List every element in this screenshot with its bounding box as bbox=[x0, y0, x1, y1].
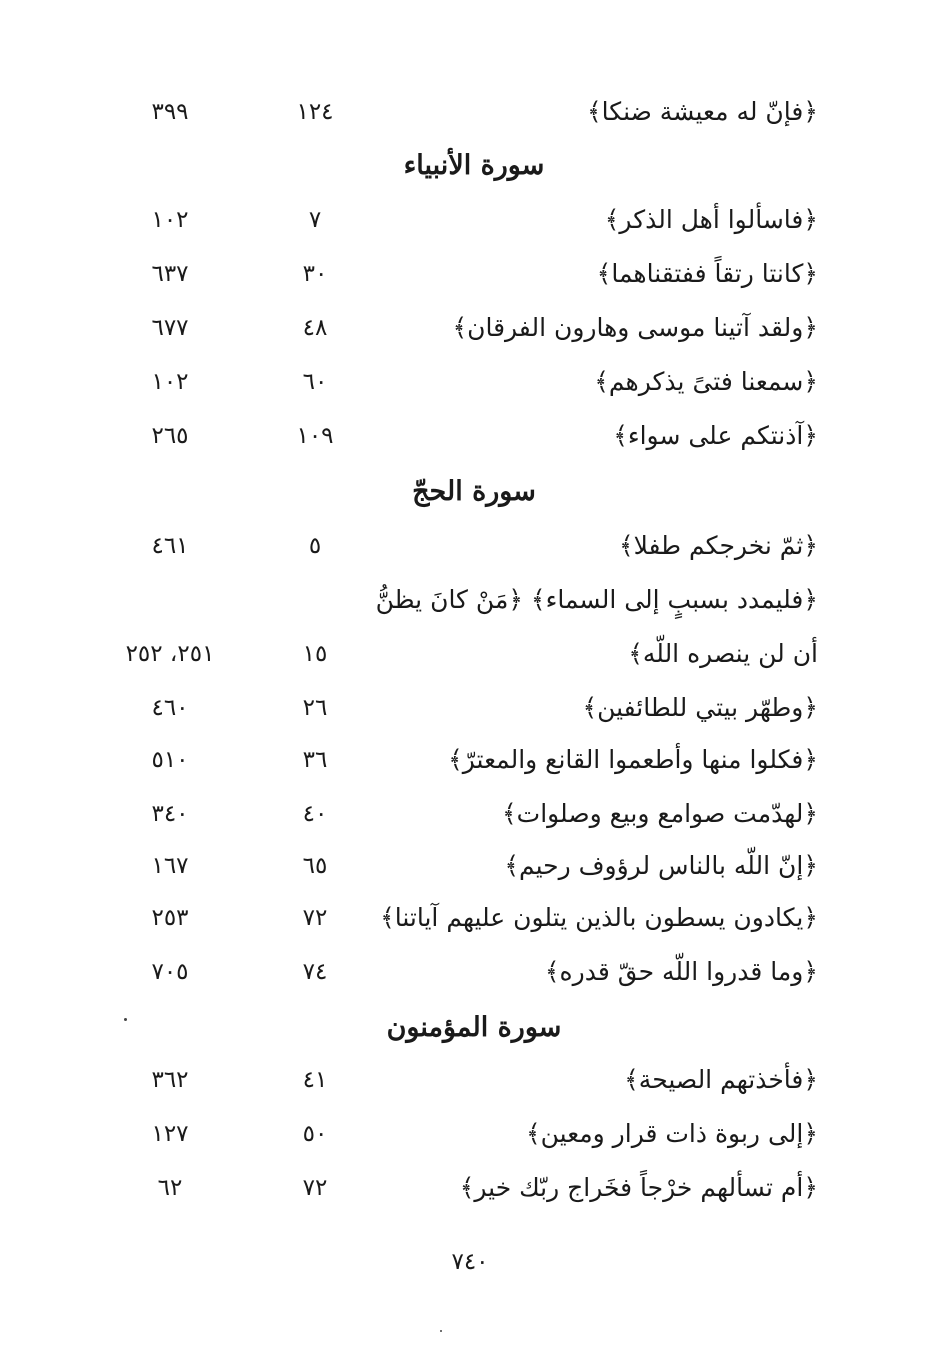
verse-text: ﴿وطهّر بيتي للطائفين﴾ bbox=[582, 693, 818, 722]
ayah-number bbox=[260, 580, 370, 620]
page-reference: ٣٦٢ bbox=[151, 1067, 189, 1093]
page-reference: ٢٥٣ bbox=[151, 905, 189, 931]
index-row bbox=[0, 952, 940, 992]
index-row bbox=[0, 254, 940, 294]
page-reference: ٤٦١ bbox=[151, 533, 189, 559]
verse-text: ﴿آذنتكم على سواء﴾ bbox=[613, 421, 818, 450]
index-row bbox=[0, 362, 940, 402]
verse-text: ﴿وما قدروا اللّه حقّ قدره﴾ bbox=[544, 957, 818, 986]
ayah-number: ٦٠ bbox=[302, 369, 328, 395]
ayah-number: ٧٤ bbox=[302, 959, 328, 985]
index-row bbox=[0, 1114, 940, 1154]
ayah-number: ٦٥ bbox=[302, 853, 328, 879]
ayah-number: ٣٠ bbox=[302, 261, 328, 287]
page-reference: ٦٧٧ bbox=[151, 315, 189, 341]
index-row bbox=[0, 1168, 940, 1208]
verse-text: ﴿ولقد آتينا موسى وهارون الفرقان﴾ bbox=[452, 313, 818, 342]
ayah-number: ٥٠ bbox=[302, 1121, 328, 1147]
index-row bbox=[0, 200, 940, 240]
verse-text: ﴿لهدّمت صوامع وبيع وصلوات﴾ bbox=[502, 799, 818, 828]
verse-text: ﴿إنّ اللّه بالناس لرؤوف رحيم﴾ bbox=[504, 851, 818, 880]
verse-text: ﴿إلى ربوة ذات قرار ومعين﴾ bbox=[525, 1119, 818, 1148]
page-reference: ٢٦٥ bbox=[151, 423, 189, 449]
page-reference: ١٠٢ bbox=[151, 369, 189, 395]
index-row bbox=[0, 688, 940, 728]
surah-heading bbox=[0, 470, 940, 514]
verse-text: ﴿ثمّ نخرجكم طفلا﴾ bbox=[618, 531, 818, 560]
index-row bbox=[0, 526, 940, 566]
page-reference: ٦٢ bbox=[157, 1175, 183, 1201]
ayah-number: ٥ bbox=[308, 533, 322, 559]
page-reference: ٢٥١، ٢٥٢ bbox=[125, 641, 215, 667]
verse-text: ﴿فليمدد بسببٍ إلى السماء﴾ ﴿مَنْ كانَ يظنُّ bbox=[375, 585, 818, 614]
index-row bbox=[0, 1060, 940, 1100]
ayah-number: ١٥ bbox=[302, 641, 328, 667]
page-reference: ١٢٧ bbox=[151, 1121, 189, 1147]
ayah-number: ٤٨ bbox=[302, 315, 328, 341]
verse-text: ﴿سمعنا فتىً يذكرهم﴾ bbox=[594, 367, 818, 396]
ayah-number: ٧٢ bbox=[302, 905, 328, 931]
page-reference: ٦٣٧ bbox=[151, 261, 189, 287]
ayah-number: ٤٠ bbox=[302, 801, 328, 827]
verse-text: ﴿فأخذتهم الصيحة﴾ bbox=[624, 1065, 818, 1094]
index-row bbox=[0, 416, 940, 456]
verse-text: ﴿فكلوا منها وأطعموا القانع والمعترّ﴾ bbox=[448, 745, 818, 774]
ayah-number: ٣٦ bbox=[302, 747, 328, 773]
page-reference: ٥١٠ bbox=[151, 747, 189, 773]
verse-text: ﴿يكادون يسطون بالذين يتلون عليهم آياتنا﴾ bbox=[380, 903, 818, 932]
surah-title: سورة المؤمنون bbox=[386, 1012, 562, 1043]
verse-text: ﴿فإنّ له معيشة ضنكا﴾ bbox=[587, 97, 818, 126]
surah-heading bbox=[0, 144, 940, 188]
ayah-number: ٧٢ bbox=[302, 1175, 328, 1201]
ayah-number: ٧ bbox=[308, 207, 322, 233]
page-reference: ٣٩٩ bbox=[151, 99, 189, 125]
ayah-number: ٤١ bbox=[302, 1067, 328, 1093]
verse-text: ﴿فاسألوا أهل الذكر﴾ bbox=[604, 205, 818, 234]
index-row bbox=[0, 634, 940, 674]
index-row bbox=[0, 898, 940, 938]
verse-text: أن لن ينصره اللّه﴾ bbox=[628, 639, 818, 668]
verse-text: ﴿أم تسألهم خرْجاً فخَراج ربّك خير﴾ bbox=[459, 1173, 818, 1202]
ayah-number: ٢٦ bbox=[302, 695, 328, 721]
surah-title: سورة الحجّ bbox=[412, 476, 536, 507]
surah-title: سورة الأنبياء bbox=[403, 150, 545, 181]
page-reference bbox=[90, 580, 250, 620]
index-row bbox=[0, 846, 940, 886]
page-reference: ٤٦٠ bbox=[151, 695, 189, 721]
page-reference: ٧٠٥ bbox=[151, 959, 189, 985]
verse-text: ﴿كانتا رتقاً ففتقناهما﴾ bbox=[596, 259, 818, 288]
ayah-number: ١٠٩ bbox=[296, 423, 334, 449]
print-speck bbox=[440, 1330, 442, 1332]
ayah-number: ١٢٤ bbox=[296, 99, 334, 125]
index-row bbox=[0, 92, 940, 132]
index-row bbox=[0, 308, 940, 348]
page-reference: ٣٤٠ bbox=[151, 801, 189, 827]
page-reference: ١٦٧ bbox=[151, 853, 189, 879]
index-row bbox=[0, 740, 940, 780]
page-reference: ١٠٢ bbox=[151, 207, 189, 233]
page-number: ٧٤٠ bbox=[451, 1249, 489, 1275]
index-row bbox=[0, 580, 940, 620]
print-speck bbox=[124, 1018, 127, 1021]
index-row bbox=[0, 794, 940, 834]
surah-heading bbox=[0, 1006, 940, 1050]
